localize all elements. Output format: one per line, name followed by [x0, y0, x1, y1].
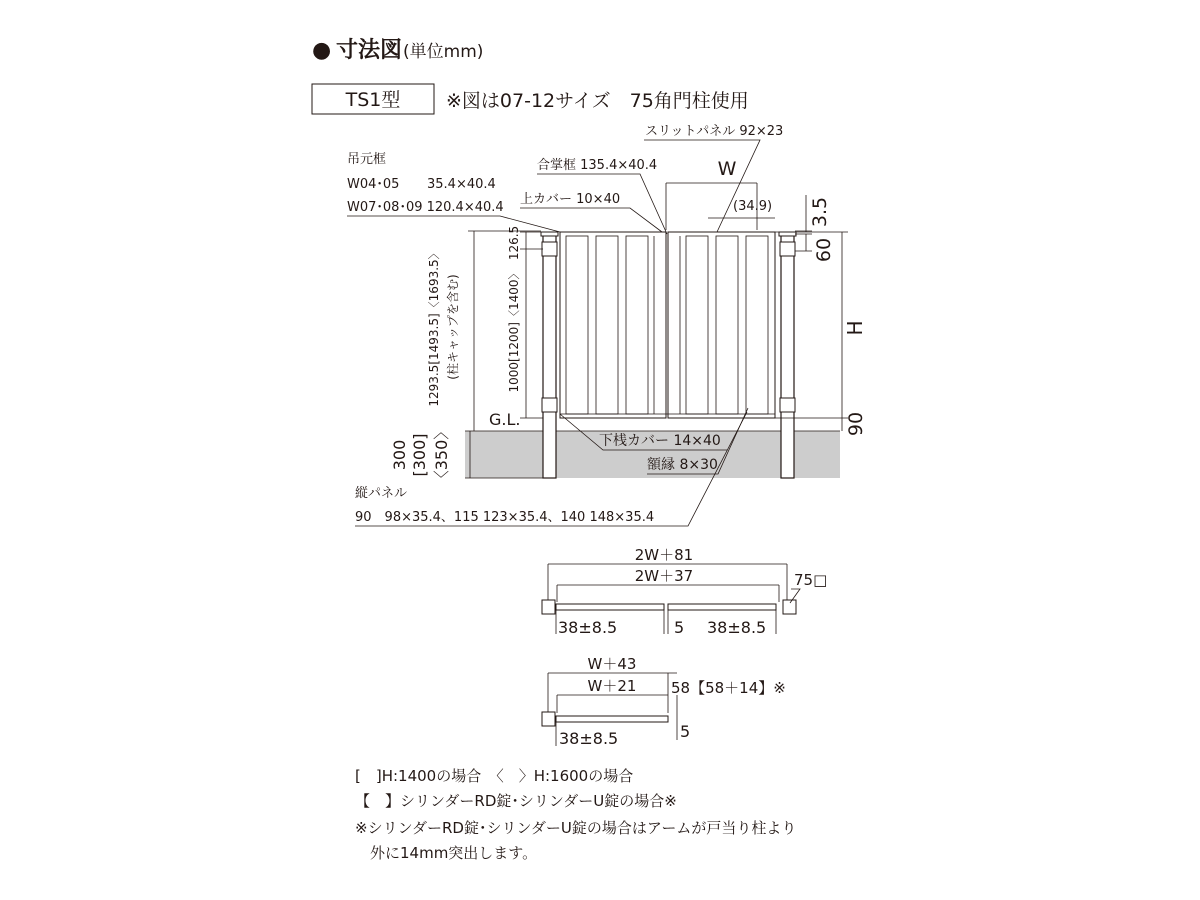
- left-post: [543, 234, 556, 478]
- note-line-3: ※シリンダーRD錠･シリンダーU錠の場合はアームが戸当り柱より: [355, 819, 797, 837]
- plan-single-inner-label: W＋21: [587, 677, 637, 695]
- plan-double-left-offset: 38±8.5: [558, 618, 618, 637]
- right-slat-3: [746, 236, 768, 414]
- plan-double-center-gap: 5: [674, 618, 685, 637]
- right-top-hinge: [780, 242, 795, 256]
- vertical-panel-title: 縦パネル: [355, 486, 408, 501]
- right-post: [781, 234, 794, 478]
- embed-300b-label: [300]: [410, 433, 429, 477]
- hinge-frame-title: 吊元框: [347, 152, 387, 167]
- right-slat-1: [686, 236, 708, 414]
- plan-single-depth-label: 58【58＋14】※: [671, 679, 786, 697]
- hinge-frame-leader: [347, 216, 560, 232]
- plan-double-inner-label: 2W＋37: [634, 567, 694, 585]
- left-slat-1: [566, 236, 588, 414]
- hinge-frame-w0405-label: W04･05: [347, 177, 400, 192]
- hinge-frame-w070809: W07･08･09 120.4×40.4: [347, 200, 504, 215]
- plan-single-offset-label: 38±8.5: [559, 729, 619, 748]
- post-height-label: 1293.5[1493.5]〈1693.5〉: [427, 247, 441, 407]
- heading-bullet: ●: [312, 38, 332, 63]
- center-frame-label: 合掌框 135.4×40.4: [537, 158, 658, 173]
- dim-1265-label: 126.5: [507, 225, 521, 261]
- right-post-cap: [779, 232, 796, 236]
- door-height-label: 1000[1200]〈1400〉: [507, 267, 521, 393]
- plan-double-right-offset: 38±8.5: [707, 618, 767, 637]
- top-cover-leader: [520, 208, 662, 232]
- plan-double-left-leaf: [556, 604, 664, 610]
- plan-single-leaf: [556, 716, 668, 722]
- dim-h-label: H: [843, 320, 867, 336]
- gl-label: G.L.: [489, 410, 521, 429]
- model-box-label: TS1型: [345, 89, 401, 111]
- plan-double-post-label: 75□: [794, 571, 828, 589]
- heading-unit: (単位mm): [403, 42, 484, 62]
- vertical-panel-sizes: 90 98×35.4、115 123×35.4、140 148×35.4: [355, 510, 655, 525]
- plan-single-gap-label: 5: [680, 722, 691, 741]
- embed-300-label: 300: [390, 439, 409, 471]
- w-label: W: [717, 158, 737, 180]
- top-cover-label: 上カバー 10×40: [520, 192, 621, 207]
- left-slat-3: [626, 236, 648, 414]
- hinge-frame-w0405-value: 35.4×40.4: [427, 177, 496, 192]
- right-bottom-hinge: [780, 398, 795, 412]
- slit-panel-label: スリットパネル 92×23: [645, 124, 784, 139]
- embed-350-label: 〈350〉: [432, 423, 451, 487]
- left-top-hinge: [542, 242, 557, 256]
- dim-90-label: 90: [845, 411, 867, 437]
- trim-label: 額縁 8×30: [647, 457, 718, 473]
- left-bottom-hinge: [542, 398, 557, 412]
- left-post-cap: [541, 232, 558, 236]
- note-line-4: 外に14mm突出します。: [370, 844, 538, 862]
- bottom-cover-label: 下桟カバー 14×40: [599, 433, 721, 449]
- plan-double-right-leaf: [668, 604, 776, 610]
- plan-double-left-post: [542, 600, 555, 614]
- dim-35-label: 3.5: [809, 196, 831, 228]
- left-door-slats: [566, 236, 654, 414]
- plan-single-post: [542, 712, 555, 726]
- post-cap-note: (柱キャップを含む): [446, 274, 460, 380]
- left-slat-2: [596, 236, 618, 414]
- gap-349-label: (34.9): [733, 199, 773, 214]
- plan-double-outer-label: 2W＋81: [634, 546, 694, 564]
- right-door-slats: [680, 236, 768, 414]
- note-line-2: 【 】シリンダーRD錠･シリンダーU錠の場合※: [355, 792, 677, 810]
- right-slat-2: [716, 236, 738, 414]
- note-line-1: [ ]H:1400の場合 〈 〉H:1600の場合: [355, 767, 634, 785]
- model-note: ※図は07-12サイズ 75角門柱使用: [446, 90, 749, 112]
- dim-60-label: 60: [813, 237, 835, 263]
- plan-double-right-post: [783, 600, 796, 614]
- plan-single-outer-label: W＋43: [587, 655, 637, 673]
- heading-title: 寸法図: [336, 38, 403, 63]
